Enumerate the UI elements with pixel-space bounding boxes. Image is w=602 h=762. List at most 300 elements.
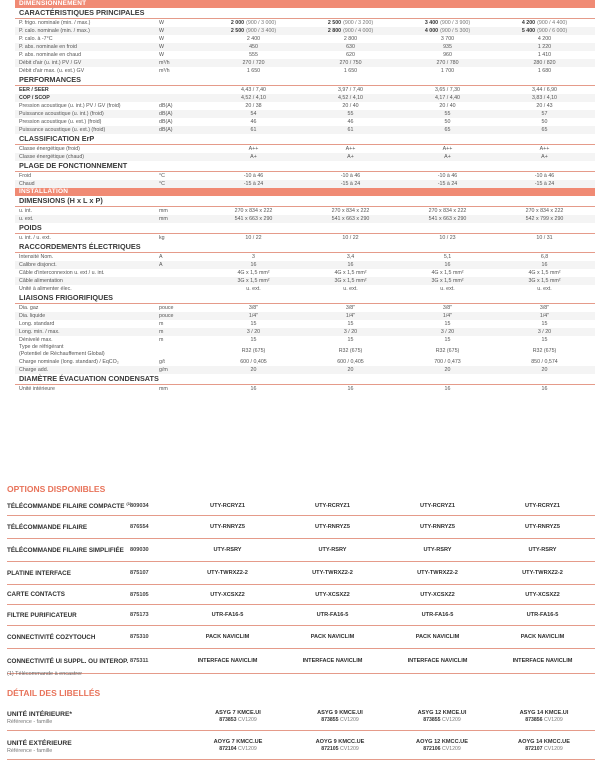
table-row [15, 277, 595, 285]
row-label: Charge add. [19, 367, 49, 373]
value: 270 x 834 x 222 [331, 208, 370, 214]
value-cell [205, 86, 302, 94]
value: 600 / 0,405 [337, 359, 364, 365]
value-cell [496, 51, 593, 59]
detail-cell [289, 735, 391, 759]
model-ref: 873855 CV1209 [423, 717, 461, 723]
detail-cell [493, 706, 595, 730]
value: 3/8" [248, 305, 259, 311]
option-name [7, 524, 130, 531]
value-cell [205, 215, 302, 223]
row-unit: W [159, 36, 164, 42]
value-cell [302, 285, 399, 293]
model-name: ASYG 12 KMCE.UI [417, 710, 467, 716]
value: 10 / 22 [245, 235, 262, 241]
table-row [15, 312, 595, 320]
value: 3/8" [539, 305, 550, 311]
row-label: Débit d'air max. (u. ext.) GV [19, 68, 85, 74]
option-label: CARTE CONTACTS [7, 591, 65, 598]
value-cell [205, 234, 302, 242]
option-model: INTERFACE NAVICLIM [302, 658, 363, 664]
value-cell [399, 27, 496, 35]
row-label: Câble d'interconnexion u. ext / u. int. [19, 270, 105, 276]
row-label: Dia. gaz [19, 305, 39, 311]
value: 620 [346, 52, 355, 58]
table-row [15, 43, 595, 51]
value-cell [205, 67, 302, 75]
value-cell [496, 86, 593, 94]
value: 15 [347, 321, 354, 327]
row-label: Intensité Nom. [19, 254, 54, 260]
value-cell [399, 43, 496, 51]
option-row [7, 562, 595, 585]
value-cell [205, 304, 302, 312]
value-cell [302, 234, 399, 242]
value-cell [496, 67, 593, 75]
table-row [15, 304, 595, 312]
value: 4 000 [424, 28, 439, 34]
value: 1 700 [440, 68, 455, 74]
value: 15 [250, 337, 257, 343]
row-unit [159, 94, 205, 102]
option-model: PACK NAVICLIM [310, 634, 355, 640]
value-cell [496, 35, 593, 43]
row-label: COP / SCOP [19, 95, 50, 101]
value: 1 650 [246, 68, 261, 74]
value: 3 / 20 [537, 329, 552, 335]
spec-table [15, 0, 595, 393]
option-model: PACK NAVICLIM [415, 634, 460, 640]
row-label: Dénivelé max. [19, 337, 53, 343]
value: 270 x 834 x 222 [525, 208, 564, 214]
row-unit: dB(A) [159, 111, 173, 117]
value: 600 / 0,405 [240, 359, 267, 365]
value: 2 800 [327, 28, 342, 34]
table-row [15, 102, 595, 110]
value-cell [205, 172, 302, 180]
row-label: Calibre disjonct. [19, 262, 57, 268]
option-ref: 875310 [130, 634, 149, 640]
option-model: UTY-XCSXZ2 [525, 591, 560, 598]
value-cell [399, 304, 496, 312]
value-cell [205, 277, 302, 285]
value-cell [399, 385, 496, 393]
option-model: UTY-TWRXZ2-2 [522, 570, 563, 576]
value-cell [399, 118, 496, 126]
value-cell [496, 336, 593, 344]
value-cell [496, 102, 593, 110]
value: 20 [444, 367, 451, 373]
value-range: (900 / 3 400) [246, 28, 277, 34]
option-ref: 875311 [130, 658, 149, 664]
table-row [15, 285, 595, 293]
value: 270 x 834 x 222 [234, 208, 273, 214]
value: A+ [347, 154, 354, 160]
detail-cell [391, 706, 493, 730]
option-name [7, 547, 130, 554]
value: 20 / 43 [536, 103, 553, 109]
option-row [7, 649, 595, 674]
value: 3G x 1,5 mm² [237, 278, 270, 284]
row-unit: g/t [159, 359, 165, 365]
option-name [7, 634, 130, 641]
value-cell [399, 110, 496, 118]
value: 16 [541, 262, 548, 268]
options-table [7, 496, 595, 674]
value-cell [496, 215, 593, 223]
value: A+ [541, 154, 548, 160]
model-ref: 872105 CV1209 [321, 746, 359, 752]
row-unit: mm [159, 208, 168, 214]
table-row [15, 180, 595, 188]
option-model: INTERFACE NAVICLIM [197, 658, 258, 664]
value: 15 [541, 321, 548, 327]
value: 270 / 720 [242, 60, 265, 66]
value-cell [205, 51, 302, 59]
value-cell [496, 94, 593, 102]
table-row [15, 27, 595, 35]
value-cell [302, 385, 399, 393]
row-unit: pouce [159, 313, 174, 319]
value-cell [496, 358, 593, 366]
table-row [15, 253, 595, 261]
value-cell [302, 145, 399, 153]
value-cell [205, 102, 302, 110]
section-title: DIAMÈTRE ÉVACUATION CONDENSATS [15, 374, 595, 385]
row-unit [159, 145, 205, 153]
value-cell: R32 (675) [532, 347, 557, 354]
row-unit: dB(A) [159, 119, 173, 125]
value: 16 [444, 262, 451, 268]
value-range: (900 / 4 000) [343, 28, 374, 34]
section-title: CLASSIFICATION ErP [15, 134, 595, 145]
value-cell [496, 285, 593, 293]
option-label: FILTRE PURIFICATEUR [7, 611, 77, 619]
option-model: INTERFACE NAVICLIM [512, 658, 573, 664]
value: 15 [347, 337, 354, 343]
value: 1/4" [345, 313, 356, 319]
value: 1 650 [343, 68, 358, 74]
table-row [15, 358, 595, 366]
table-row [15, 269, 595, 277]
row-label: Unité à alimenter élec. [19, 286, 72, 292]
value-cell: R32 (675) [241, 347, 266, 354]
row-unit: pouce [159, 305, 174, 311]
value-cell [496, 234, 593, 242]
section-title: CARACTÉRISTIQUES PRINCIPALES [15, 8, 595, 19]
value: 10 / 23 [439, 235, 456, 241]
value-cell [496, 207, 593, 215]
value-cell [302, 94, 399, 102]
row-unit: °C [159, 181, 165, 187]
option-footnote-marker: (1) [126, 500, 132, 506]
row-unit: W [159, 28, 164, 34]
row-label-line: Type de réfrigérant [19, 344, 64, 350]
model-name: AOYG 7 KMCC.UE [213, 739, 263, 745]
value: 15 [444, 337, 451, 343]
value: 555 [249, 52, 258, 58]
detail-cell [187, 706, 289, 730]
value-cell [205, 27, 302, 35]
row-unit [159, 285, 205, 293]
option-model: UTY-RNRYZ5 [420, 524, 455, 530]
value: -15 à 24 [243, 181, 264, 187]
options-footnote: (1) Télécommande à encastrer [7, 671, 83, 677]
row-unit: m [159, 321, 164, 327]
value: 57 [541, 111, 548, 117]
value-cell [302, 126, 399, 134]
value-cell [302, 35, 399, 43]
value-cell [302, 172, 399, 180]
row-label: Froid [19, 173, 32, 179]
value: 2 500 [230, 28, 245, 34]
value: -10 à 46 [243, 173, 264, 179]
value: 1 410 [537, 52, 552, 58]
value: -10 à 46 [437, 173, 458, 179]
value: A++ [539, 146, 550, 152]
value: 280 / 820 [533, 60, 556, 66]
option-model: UTY-XCSXZ2 [315, 591, 350, 598]
row-unit: W [159, 44, 164, 50]
value-cell [399, 126, 496, 134]
value-cell [496, 43, 593, 51]
value: u. ext. [537, 286, 552, 292]
value-cell [399, 86, 496, 94]
option-name [7, 570, 130, 577]
value-cell [205, 94, 302, 102]
table-row [15, 86, 595, 94]
value-cell [205, 35, 302, 43]
value: 3,83 / 4,10 [531, 95, 558, 101]
value-cell [302, 312, 399, 320]
table-row [15, 320, 595, 328]
value-range: (900 / 4 400) [537, 20, 568, 26]
model-ref: 873856 CV1209 [525, 717, 563, 723]
option-ref: 875105 [130, 591, 149, 598]
option-label: CONNECTIVITÉ COZYTOUCH [7, 633, 96, 641]
value: 4,52 / 4,10 [240, 95, 267, 101]
detail-name: UNITÉ EXTÉRIEURE [7, 740, 72, 747]
row-label [15, 344, 159, 358]
detail-cell [289, 706, 391, 730]
row-unit: m [159, 337, 164, 343]
value-cell [496, 172, 593, 180]
value: 54 [250, 111, 257, 117]
row-unit [159, 269, 205, 277]
model-name: ASYG 14 KMCE.UI [519, 710, 569, 716]
row-unit: W [159, 52, 164, 58]
value: 270 / 780 [436, 60, 459, 66]
value: -15 à 24 [534, 181, 555, 187]
value-cell: R32 (675) [338, 347, 363, 354]
option-model: UTY-XCSXZ2 [420, 591, 455, 598]
section-title: POIDS [15, 223, 595, 234]
value-cell [496, 366, 593, 374]
value-cell [399, 51, 496, 59]
value-cell [205, 207, 302, 215]
value: 1/4" [248, 313, 259, 319]
row-label: Charge nominale (long. standard) / EqCO₂ [19, 359, 119, 365]
option-model: UTY-RNRYZ5 [315, 524, 350, 530]
value: 542 x 799 x 290 [525, 216, 564, 222]
value: 3,97 / 7,40 [337, 87, 364, 93]
value: 20 [250, 367, 257, 373]
table-row [15, 110, 595, 118]
value: A++ [345, 146, 356, 152]
value: 4G x 1,5 mm² [528, 270, 561, 276]
table-row [15, 215, 595, 223]
option-label: CONNECTIVITÉ UI SUPPL. OU INTEROP. [7, 657, 129, 665]
option-model: UTY-RSRY [423, 547, 452, 553]
model-name: ASYG 9 KMCE.UI [317, 710, 363, 716]
value-cell [302, 215, 399, 223]
row-label: Puissance acoustique (u. int.) (froid) [19, 111, 104, 117]
value: 61 [347, 127, 354, 133]
value-range: (900 / 3 900) [440, 20, 471, 26]
model-name: AOYG 14 KMCC.UE [518, 739, 570, 745]
value-range: (900 / 5 300) [440, 28, 471, 34]
section-title: RACCORDEMENTS ÉLECTRIQUES [15, 242, 595, 253]
value: 61 [250, 127, 257, 133]
value-cell [399, 180, 496, 188]
value-cell [205, 59, 302, 67]
option-model: UTY-RSRY [318, 547, 347, 553]
value-cell [205, 366, 302, 374]
option-model: UTY-XCSXZ2 [210, 591, 245, 598]
value-cell [399, 320, 496, 328]
table-row [15, 172, 595, 180]
row-unit: dB(A) [159, 127, 173, 133]
value-cell [205, 19, 302, 27]
value-cell [302, 304, 399, 312]
value: 15 [250, 321, 257, 327]
value: 700 / 0,473 [434, 359, 461, 365]
row-label: P. frigo. nominale (min. / max.) [19, 20, 91, 26]
value: u. ext. [246, 286, 261, 292]
value-cell [399, 215, 496, 223]
model-ref: 872104 CV1209 [219, 746, 257, 752]
section-title: PLAGE DE FONCTIONNEMENT [15, 161, 595, 172]
value: 3 / 20 [246, 329, 261, 335]
value-cell [399, 285, 496, 293]
option-ref: 809030 [130, 547, 149, 553]
option-name [7, 591, 130, 598]
value-cell [205, 320, 302, 328]
table-row [15, 145, 595, 153]
row-label: Unité intérieure [19, 386, 55, 392]
value-cell [302, 43, 399, 51]
value: 450 [249, 44, 258, 50]
value-cell [205, 118, 302, 126]
value: 65 [444, 127, 451, 133]
value-cell [496, 269, 593, 277]
table-row [15, 59, 595, 67]
table-row [15, 126, 595, 134]
option-row [7, 496, 595, 516]
row-label: Pression acoustique (u. int.) PV / GV (froid) [19, 103, 121, 109]
details-title: DÉTAIL DES LIBELLÉS [7, 688, 101, 698]
value-cell [205, 336, 302, 344]
value-cell [205, 153, 302, 161]
value: 65 [541, 127, 548, 133]
value: 1/4" [539, 313, 550, 319]
value-cell [496, 385, 593, 393]
value: 20 [347, 367, 354, 373]
value: 46 [250, 119, 257, 125]
value: 2 400 [246, 36, 261, 42]
value: 270 / 750 [339, 60, 362, 66]
value: A+ [250, 154, 257, 160]
value-cell [399, 67, 496, 75]
value-cell [205, 385, 302, 393]
value-cell [205, 253, 302, 261]
value: 3,4 [346, 254, 355, 260]
value-cell [399, 312, 496, 320]
value: 46 [347, 119, 354, 125]
option-model: UTR-FA16-5 [421, 612, 454, 618]
row-label: Câble alimentation [19, 278, 63, 284]
table-row [15, 336, 595, 344]
row-unit: A [159, 254, 163, 260]
option-ref: 809034 [130, 502, 149, 509]
table-row [15, 94, 595, 102]
value: 4G x 1,5 mm² [237, 270, 270, 276]
value: 55 [347, 111, 354, 117]
option-row [7, 605, 595, 626]
value: 3 / 20 [440, 329, 455, 335]
row-label: P. abs. nominale en chaud [19, 52, 82, 58]
row-label: Pression acoustique (u. ext.) (froid) [19, 119, 102, 125]
detail-sub: Référence - famille [7, 719, 53, 725]
option-name [7, 612, 130, 619]
value-cell [302, 261, 399, 269]
value: 630 [346, 44, 355, 50]
table-row [15, 328, 595, 336]
value-cell [205, 126, 302, 134]
row-unit: dB(A) [159, 103, 173, 109]
row-unit: kg [159, 235, 165, 241]
row-unit: mm [159, 386, 168, 392]
value: 3 400 [424, 20, 439, 26]
row-unit: mm [159, 216, 168, 222]
value-cell [205, 358, 302, 366]
value-cell [496, 328, 593, 336]
option-model: INTERFACE NAVICLIM [407, 658, 468, 664]
value-cell [302, 110, 399, 118]
detail-cell [493, 735, 595, 759]
value: 960 [443, 52, 452, 58]
value: A++ [248, 146, 259, 152]
value-cell [496, 304, 593, 312]
option-ref: 876554 [130, 524, 149, 530]
row-label: Long. standard [19, 321, 55, 327]
model-name: ASYG 7 KMCE.UI [215, 710, 261, 716]
value-cell [399, 153, 496, 161]
table-row [15, 207, 595, 215]
value: 16 [444, 386, 451, 392]
value: 541 x 663 x 290 [428, 216, 467, 222]
value-cell [496, 320, 593, 328]
value: 10 / 22 [342, 235, 359, 241]
band-header: INSTALLATION [15, 188, 595, 196]
value-cell [496, 19, 593, 27]
detail-cell [391, 735, 493, 759]
value-cell [302, 253, 399, 261]
value: 541 x 663 x 290 [234, 216, 273, 222]
value-cell [399, 102, 496, 110]
value-cell [399, 253, 496, 261]
row-label-line: (Potentiel de Réchauffement Global) [19, 351, 105, 357]
